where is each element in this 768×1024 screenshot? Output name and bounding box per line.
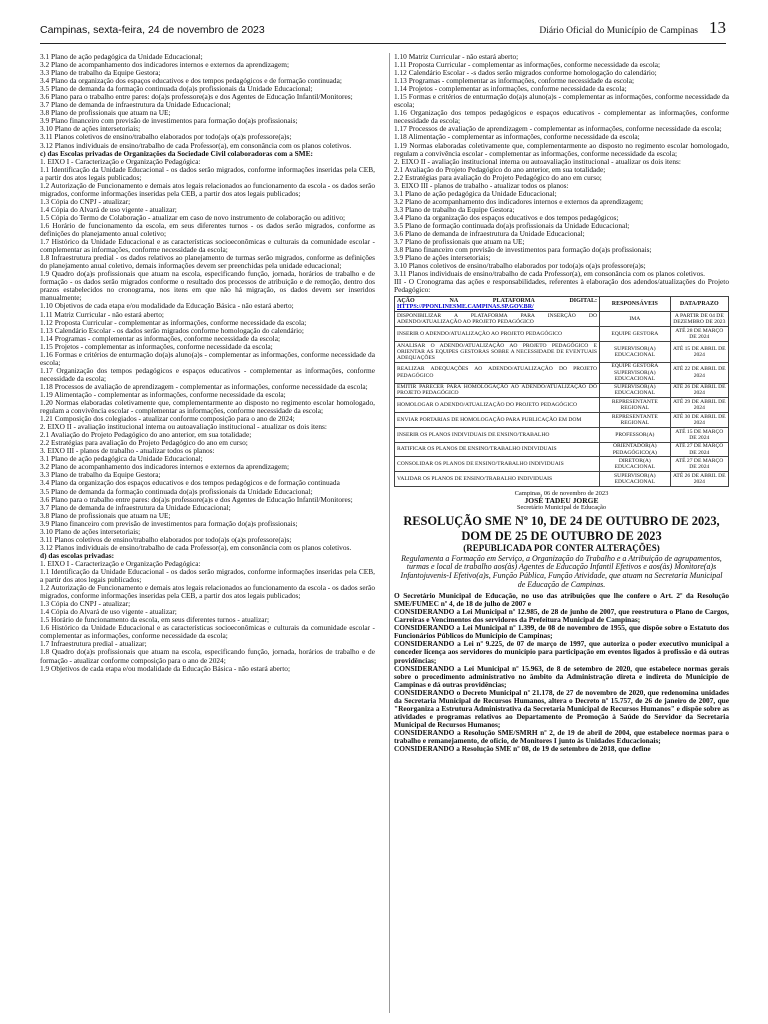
list-item: 3.12 Planos individuais de ensino/trabalho de cada Professor(a), em consonância com os planos coletivos. bbox=[40, 542, 352, 552]
list-item: 2.2 Estratégias para avaliação do Projeto Pedagógico do ano em curso; bbox=[40, 438, 248, 448]
list-item: 3.1 Plano de ação pedagógica da Unidade Educacional; bbox=[40, 53, 203, 61]
cell-date: ATÉ 28 DE MARÇO DE 2024 bbox=[670, 326, 728, 341]
list-item: 1.17 Organização dos tempos pedagógicos e espaços educativos - complementar as informações, conforme necessidade da escola; bbox=[40, 365, 375, 383]
cell-action: DISPONIBILIZAR A PLATAFORMA PARA INSERÇÃO DO ADENDO/ATUALIZAÇÃO AO PROJETO PEDAGÓGICO bbox=[395, 312, 600, 327]
cell-date: ATÉ 26 DE ABRIL DE 2024 bbox=[670, 472, 728, 487]
list-item: 1.1 Identificação da Unidade Educacional - os dados serão migrados, conforme informações inseridas pela CEB, a partir dos atos legais publicados; bbox=[40, 164, 375, 182]
platform-link[interactable]: HTTPS://PPONLINESME.CAMPINAS.SP.GOV.BR/ bbox=[397, 304, 534, 311]
cell-responsible: EQUIPE GESTORA bbox=[600, 326, 671, 341]
list-item: 1.16 Organização dos tempos pedagógicos e espaços educativos - complementar as informações, conforme necessidade da escola; bbox=[394, 108, 729, 126]
list-item: 3.5 Plano de demanda da formação continuada do(a)s profissionais da Unidade Educacional; bbox=[40, 486, 313, 496]
cell-date: ATÉ 30 DE ABRIL DE 2024 bbox=[670, 413, 728, 428]
table-row bbox=[395, 442, 729, 457]
table-row bbox=[395, 312, 729, 327]
table-header-row bbox=[395, 297, 729, 312]
list-item: 1. EIXO I - Caracterização e Organização Pedagógica: bbox=[40, 558, 201, 568]
list-item: 3.9 Plano de ações intersetoriais; bbox=[394, 253, 491, 263]
cell-responsible: SUPERVISOR(A) EDUCACIONAL bbox=[600, 383, 671, 398]
resolution-title-2: DOM DE 25 DE OUTUBRO DE 2023 bbox=[461, 529, 662, 544]
cell-responsible: REPRESENTANTE REGIONAL bbox=[600, 398, 671, 413]
list-item: 1.18 Alimentação - complementar as informações, conforme necessidade da escola; bbox=[394, 132, 640, 142]
list-item: 1.6 Horário de funcionamento da escola, em seus diferentes turnos - os dados serão migrados, conforme as definições do planejamento anual coletivo; bbox=[40, 220, 375, 239]
cell-action: ANALISAR O ADENDO/ATUALIZAÇÃO AO PROJETO PEDAGÓGICO E ORIENTAR AS EQUIPES GESTORAS SOBRE A NECESSIDADE DE EVENTUAIS ADEQUAÇÕES bbox=[395, 341, 600, 362]
list-item: 1.12 Calendário Escolar - -s dados serão migrados conforme homologação do calendário; bbox=[394, 68, 657, 78]
list-item: 3.7 Plano de demanda de infraestrutura da Unidade Educacional; bbox=[40, 100, 231, 110]
list-item: 1.3 Cópia do CNPJ - atualizar; bbox=[40, 599, 131, 609]
list-item: 3.9 Plano financeiro com previsão de investimentos para formação do(a)s profissionais; bbox=[40, 518, 298, 528]
list-item: 3.8 Plano de profissionais que atuam na UE; bbox=[40, 108, 171, 118]
cell-date: ATÉ 15 DE ABRIL DE 2024 bbox=[670, 341, 728, 362]
list-item: 3. EIXO III - planos de trabalho - atualizar todos os planos: bbox=[40, 446, 215, 456]
list-item: 3.10 Plano de ações intersetoriais; bbox=[40, 124, 141, 134]
list-item: 1.4 Cópia do Alvará de uso vigente - atualizar; bbox=[40, 204, 177, 214]
list-item: 3.11 Planos coletivos de ensino/trabalho elaborados por todo(a)s o(a)s professore(a)s; bbox=[40, 534, 292, 544]
list-item: 3.6 Plano para o trabalho entre pares: do(a)s professore(a)s e dos Agentes de Educação Infantil/Monitores; bbox=[40, 92, 353, 102]
list-item: 3.3 Plano de trabalho da Equipe Gestora; bbox=[40, 470, 161, 480]
schedule-table bbox=[394, 296, 729, 487]
list-item: 1.13 Calendário Escolar - os dados serão migrados conforme homologação do calendário; bbox=[40, 325, 304, 335]
cell-action: CONSOLIDAR OS PLANOS DE ENSINO/TRABALHO INDIVIDUAIS bbox=[395, 457, 600, 472]
list-item: 2. EIXO II - avaliação institucional interna ou autoavaliação institucional - atualizar os dois itens: bbox=[40, 422, 327, 432]
right-column bbox=[394, 53, 729, 1013]
resolution-paragraph: CONSIDERANDO a Lei nº 9.225, de 07 de março de 1997, que autoriza o poder executivo municipal a conceder licença aos servidores do município para participação em eventos ligados à profissão e dá outras providências; bbox=[394, 639, 729, 665]
cell-action: REALIZAR ADEQUAÇÕES AO ADENDO/ATUALIZAÇÃO DO PROJETO PEDAGÓGICO bbox=[395, 362, 600, 383]
list-item: 3.1 Plano de ação pedagógica da Unidade Educacional; bbox=[394, 188, 557, 198]
list-item: 1.15 Projetos - complementar as informações, conforme necessidade da escola; bbox=[40, 341, 273, 351]
list-item: 2.1 Avaliação do Projeto Pedagógico do ano anterior, em sua totalidade; bbox=[40, 430, 252, 440]
header-action: AÇÃO NA PLATAFORMA DIGITAL: HTTPS://PPONLINESME.CAMPINAS.SP.GOV.BR/ bbox=[395, 297, 600, 312]
list-item: 3.5 Plano de formação continuada do(a)s profissionais da Unidade Educacional; bbox=[394, 220, 630, 230]
list-item: 1.15 Formas e critérios de enturmação do(a)s aluno(a)s - complementar as informações, conforme necessidade da escola; bbox=[394, 92, 729, 110]
list-item: 1.11 Proposta Curricular - complementar as informações, conforme necessidade da escola; bbox=[394, 60, 661, 70]
list-item: 1.2 Autorização de Funcionamento e demais atos legais relacionados ao funcionamento da escola - os dados serão migrados, conforme informações inseridas pela CEB, a partir dos atos legais publicados; bbox=[40, 583, 375, 601]
list-item: 1.19 Alimentação - complementar as informações, conforme necessidade da escola; bbox=[40, 389, 286, 399]
list-item: 1.14 Programas - complementar as informações, conforme necessidade da escola; bbox=[40, 333, 281, 343]
cell-action: VALIDAR OS PLANOS DE ENSINO/TRABALHO INDIVIDUAIS bbox=[395, 472, 600, 487]
cell-responsible: SUPERVISOR(A) EDUCACIONAL bbox=[600, 341, 671, 362]
list-item: 1.20 Normas elaboradas coletivamente que, complementarmente ao disposto no regimento escolar homologado, regulam a convivência escolar - complementar as informações, conforme necessidade da escola; bbox=[40, 398, 375, 416]
list-item: 3.4 Plano da organização dos espaços educativos e dos tempos pedagógicos e de formação continuada bbox=[40, 478, 340, 488]
resolution-paragraph: CONSIDERANDO o Decreto Municipal nº 21.178, de 27 de novembro de 2020, que redenomina unidades da Secretaria Municipal de Recursos Humanos, altera o Decreto nº 15.757, de 26 de janeiro de 2007, que "Reorganiza a Estrutura Administrativa da Secretaria Municipal de Recursos Humanos" e dispõe sobre as atividades e programas relativos ao Departamento de Promoção à Saúde do Servidor da Secretaria Municipal de Recursos Humanos; bbox=[394, 687, 729, 729]
cell-responsible: IMA bbox=[600, 312, 671, 327]
resolution-body bbox=[394, 592, 729, 753]
signature-block bbox=[394, 490, 729, 512]
cell-date: A PARTIR DE 04 DE DEZEMBRO DE 2023 bbox=[670, 312, 728, 327]
header-date: DATA/PRAZO bbox=[670, 297, 728, 312]
list-item: 1.11 Matriz Curricular - não estará aberto; bbox=[40, 309, 164, 319]
list-item: 3.11 Planos coletivos de ensino/trabalho elaborados por todo(a)s o(a)s professore(a)s; bbox=[40, 132, 292, 142]
resolution-paragraph: O Secretário Municipal de Educação, no uso das atribuições que lhe confere o Art. 2º da Resolução SME/FUMEC nº 4, de 18 de julho de 2007 e bbox=[394, 591, 729, 609]
list-item: 3.3 Plano de trabalho da Equipe Gestora; bbox=[394, 204, 515, 214]
list-item: 1.7 Histórico da Unidade Educacional e as características socioeconômicas e culturais da comunidade escolar - complementar as informações, conforme necessidade da escola; bbox=[40, 237, 375, 255]
resolution-paragraph: CONSIDERANDO a Resolução SME nº 08, de 19 de setembro de 2018, que define bbox=[394, 744, 651, 754]
cell-action: HOMOLOGAR O ADENDO/ATUALIZAÇÃO DO PROJETO PEDAGÓGICO bbox=[395, 398, 600, 413]
list-item: 3.2 Plano de acompanhamento dos indicadores internos e externos da aprendizagem; bbox=[40, 462, 289, 472]
resolution-title-1: RESOLUÇÃO SME Nº 10, DE 24 DE OUTUBRO DE 2023, bbox=[403, 513, 720, 528]
cell-responsible: SUPERVISOR(A) EDUCACIONAL bbox=[600, 472, 671, 487]
cell-date: ATÉ 15 DE MARÇO DE 2024 bbox=[670, 427, 728, 442]
table-row bbox=[395, 341, 729, 362]
column-divider bbox=[389, 53, 390, 1013]
list-item: 1.9 Quadro do(a)s profissionais que atuam na escola, especificando função, jornada, horários de trabalho e de formação - os dados serão migrados conforme o resultado dos processos de atribuição e de remoção, dentro dos prazos estabelecidos no cronograma, nos itens em que não há migração, os dados devem ser inseridos manualmente; bbox=[40, 269, 375, 303]
resolution-subtitle: (REPUBLICADA POR CONTER ALTERAÇÕES) bbox=[463, 542, 660, 553]
list-item: 3.6 Plano para o trabalho entre pares: do(a)s professore(a)s e dos Agentes de Educação Infantil/Monitores; bbox=[40, 494, 353, 504]
list-item: d) das escolas privadas: bbox=[40, 550, 115, 560]
list-item: 2.1 Avaliação do Projeto Pedagógico do ano anterior, em sua totalidade; bbox=[394, 164, 606, 174]
right-column-items bbox=[394, 53, 729, 294]
cell-date: ATÉ 22 DE ABRIL DE 2024 bbox=[670, 362, 728, 383]
table-row bbox=[395, 326, 729, 341]
list-item: c) das Escolas privadas de Organizações da Sociedade Civil colaboradoras com a SME: bbox=[40, 148, 313, 158]
table-row bbox=[395, 398, 729, 413]
table-row bbox=[395, 383, 729, 398]
list-item: 3. EIXO III - planos de trabalho - atualizar todos os planos: bbox=[394, 180, 569, 190]
list-item: 1.21 Composição dos colegiados - atualizar conforme composição para o ano de 2024; bbox=[40, 414, 295, 424]
cell-responsible: PROFESSOR(A) bbox=[600, 427, 671, 442]
list-item: 1.17 Processos de avaliação de aprendizagem - complementar as informações, conforme necessidade da escola; bbox=[394, 124, 722, 134]
list-item: 3.4 Plano da organização dos espaços educativos e dos tempos pedagógicos; bbox=[394, 212, 619, 222]
list-item: 3.10 Plano de ações intersetoriais; bbox=[40, 526, 141, 536]
list-item: 3.7 Plano de profissionais que atuam na UE; bbox=[394, 237, 525, 247]
list-item: 1.18 Processos de avaliação de aprendizagem - complementar as informações, conforme necessidade da escola; bbox=[40, 381, 368, 391]
list-item: 1.12 Proposta Curricular - complementar as informações, conforme necessidade da escola; bbox=[40, 317, 307, 327]
list-item: 1.13 Programas - complementar as informações, conforme necessidade da escola; bbox=[394, 76, 635, 86]
cell-date: ATÉ 27 DE MARÇO DE 2024 bbox=[670, 442, 728, 457]
left-column bbox=[40, 53, 375, 1013]
list-item: 1.7 Infraestrutura predial - atualizar; bbox=[40, 639, 147, 649]
list-item: 1.4 Cópia do Alvará de uso vigente - atualizar; bbox=[40, 607, 177, 617]
resolution-ementa: Regulamenta a Formação em Serviço, a Organização do Trabalho e a Atribuição de agrupamentos, turmas e local de trabalho aos(às) Agentes de Educação Infantil Efetivos e aos(às) Monitore(a)s Infantojuvenis-I Efetivo(a)s, Função Pública, Função Atividade, que atuam na Secretaria Municipal de Educação de Campinas. bbox=[400, 553, 723, 589]
list-item: 3.2 Plano de acompanhamento dos indicadores internos e externos da aprendizagem; bbox=[394, 196, 643, 206]
list-item: 2. EIXO II - avaliação institucional interna ou autoavaliação institucional - atualizar os dois itens: bbox=[394, 156, 681, 166]
resolution-paragraph: CONSIDERANDO a Lei Municipal nº 1.399, de 08 de novembro de 1955, que dispõe sobre o Estatuto dos Funcionários Públicos do Município de Campinas; bbox=[394, 623, 729, 641]
list-item: 1.10 Matriz Curricular - não estará aberto; bbox=[394, 53, 519, 61]
list-item: 1.5 Cópia do Termo de Colaboração - atualizar em caso de novo instrumento de colaboração ou aditivo; bbox=[40, 212, 346, 222]
table-row bbox=[395, 457, 729, 472]
table-row bbox=[395, 472, 729, 487]
list-item: 3.6 Plano de demanda de infraestrutura da Unidade Educacional; bbox=[394, 229, 585, 239]
list-item: 1. EIXO I - Caracterização e Organização Pedagógica: bbox=[40, 156, 201, 166]
cell-date: ATÉ 29 DE ABRIL DE 2024 bbox=[670, 398, 728, 413]
list-item: 3.4 Plano da organização dos espaços educativos e dos tempos pedagógicos e de formação continuada; bbox=[40, 76, 342, 86]
cell-responsible: EQUIPE GESTORA SUPERVISOR(A) EDUCACIONAL bbox=[600, 362, 671, 383]
list-item: III - O Cronograma das ações e responsabilidades, referentes à elaboração dos adendos/atualizações do Projeto Pedagógico: bbox=[394, 277, 729, 295]
cell-action: INSERIR O ADENDO/ATUALIZAÇÃO AO PROJETO PEDAGÓGICO bbox=[395, 326, 600, 341]
header-publication: Diário Oficial do Município de Campinas bbox=[539, 26, 698, 36]
list-item: 3.9 Plano financeiro com previsão de investimentos para formação do(a)s profissionais; bbox=[40, 116, 298, 126]
list-item: 1.1 Identificação da Unidade Educacional - os dados serão migrados, conforme informações inseridas pela CEB, a partir dos atos legais publicados; bbox=[40, 567, 375, 585]
list-item: 3.7 Plano de demanda de infraestrutura da Unidade Educacional; bbox=[40, 502, 231, 512]
cell-date: ATÉ 27 DE MARÇO DE 2024 bbox=[670, 457, 728, 472]
page-header bbox=[40, 18, 726, 44]
table-row bbox=[395, 362, 729, 383]
signature-place-date: Campinas, 06 de novembro de 2023 bbox=[514, 489, 609, 497]
list-item: 3.8 Plano financeiro com previsão de investimentos para formação do(a)s profissionais; bbox=[394, 245, 652, 255]
header-responsible: RESPONSÁVEIS bbox=[600, 297, 671, 312]
list-item: 3.1 Plano de ação pedagógica da Unidade Educacional; bbox=[40, 454, 203, 464]
list-item: 3.8 Plano de profissionais que atuam na UE; bbox=[40, 510, 171, 520]
list-item: 2.2 Estratégias para avaliação do Projeto Pedagógico do ano em curso; bbox=[394, 172, 602, 182]
resolution-paragraph: CONSIDERANDO a Lei Municipal nº 15.963, de 8 de setembro de 2020, que estabelece normas gerais sobre o procedimento administrativo no âmbito da Administração direta e indireta do Município de Campinas e dá outras providências; bbox=[394, 663, 729, 689]
list-item: 1.9 Objetivos de cada etapa e/ou modalidade da Educação Básica - não estará aberto; bbox=[40, 663, 290, 673]
cell-action: INSERIR OS PLANOS INDIVIDUAIS DE ENSINO/TRABALHO bbox=[395, 427, 600, 442]
list-item: 3.12 Planos individuais de ensino/trabalho de cada Professor(a), em consonância com os planos coletivos. bbox=[40, 140, 352, 150]
resolution-paragraph: CONSIDERANDO a Resolução SME/SMRH nº 2, de 19 de abril de 2004, que estabelece normas para o trabalho e remanejamento, de ofício, de Monitores I junto às Unidades Educacionais; bbox=[394, 727, 729, 745]
list-item: 1.10 Objetivos de cada etapa e/ou modalidade da Educação Básica - não estará aberto; bbox=[40, 301, 294, 311]
header-date: Campinas, sexta-feira, 24 de novembro de 2023 bbox=[40, 24, 265, 36]
cell-action: RATIFICAR OS PLANOS DE ENSINO/TRABALHO INDIVIDUAIS bbox=[395, 442, 600, 457]
list-item: 1.8 Infraestrutura predial - os dados relativos ao planejamento de turmas serão migrados, conforme as definições do planejamento anual coletivo, demais informações devem ser preenchidas pela unidade educacional; bbox=[40, 253, 375, 271]
signature-name: JOSÉ TADEU JORGE bbox=[524, 496, 599, 506]
list-item: 1.19 Normas elaboradas coletivamente que, complementarmente ao disposto no regimento escolar homologado, regulam a convivência escolar - complementar as informações, conforme necessidade da escola; bbox=[394, 140, 729, 158]
resolution-paragraph: CONSIDERANDO a Lei Municipal nº 12.985, de 28 de junho de 2007, que reestrutura o Plano de Cargos, Carreiras e Vencimentos dos servidores da Prefeitura Municipal de Campinas; bbox=[394, 607, 729, 625]
cell-date: ATÉ 26 DE ABRIL DE 2024 bbox=[670, 383, 728, 398]
list-item: 1.6 Histórico da Unidade Educacional e as características socioeconômicas e culturais da comunidade escolar - complementar as informações, conforme necessidade da escola; bbox=[40, 623, 375, 641]
cell-action: EMITIR PARECER PARA HOMOLOGAÇÃO AO ADENDO/ATUALIZAÇÃO DO PROJETO PEDAGÓGICO bbox=[395, 383, 600, 398]
list-item: 1.16 Formas e critérios de enturmação do(a)s aluno(a)s - complementar as informações, conforme necessidade da escola; bbox=[40, 349, 375, 367]
list-item: 3.10 Planos coletivos de ensino/trabalho elaborados por todo(a)s o(a)s professore(a)s; bbox=[394, 261, 646, 271]
list-item: 1.8 Quadro do(a)s profissionais que atuam na escola, especificando função, jornada, horários de trabalho e de formação - atualizar conforme composição para o ano de 2024; bbox=[40, 647, 375, 665]
table-row bbox=[395, 413, 729, 428]
list-item: 3.5 Plano de demanda da formação continuada do(a)s profissionais da Unidade Educacional; bbox=[40, 84, 313, 94]
cell-action: ENVIAR PORTARIAS DE HOMOLOGAÇÃO PARA PUBLICAÇÃO EM DOM bbox=[395, 413, 600, 428]
list-item: 1.2 Autorização de Funcionamento e demais atos legais relacionados ao funcionamento da escola - os dados serão migrados, conforme informações inseridas pela CEB, a partir dos atos legais publicados; bbox=[40, 180, 375, 198]
table-row bbox=[395, 427, 729, 442]
cell-responsible: ORIENTADOR(A) PEDAGÓGICO(A) bbox=[600, 442, 671, 457]
list-item: 3.2 Plano de acompanhamento dos indicadores internos e externos da aprendizagem; bbox=[40, 60, 289, 70]
list-item: 1.14 Projetos - complementar as informações, conforme necessidade da escola; bbox=[394, 84, 627, 94]
cell-responsible: REPRESENTANTE REGIONAL bbox=[600, 413, 671, 428]
list-item: 3.3 Plano de trabalho da Equipe Gestora; bbox=[40, 68, 161, 78]
list-item: 1.3 Cópia do CNPJ - atualizar; bbox=[40, 196, 131, 206]
list-item: 3.11 Planos individuais de ensino/trabalho de cada Professor(a), em consonância com os planos coletivos. bbox=[394, 269, 705, 279]
cell-responsible: DIRETOR(A) EDUCACIONAL bbox=[600, 457, 671, 472]
signature-role: Secretário Municipal de Educação bbox=[516, 504, 607, 512]
page-number: 13 bbox=[709, 18, 726, 37]
list-item: 1.5 Horário de funcionamento da escola, em seus diferentes turnos - atualizar; bbox=[40, 615, 270, 625]
